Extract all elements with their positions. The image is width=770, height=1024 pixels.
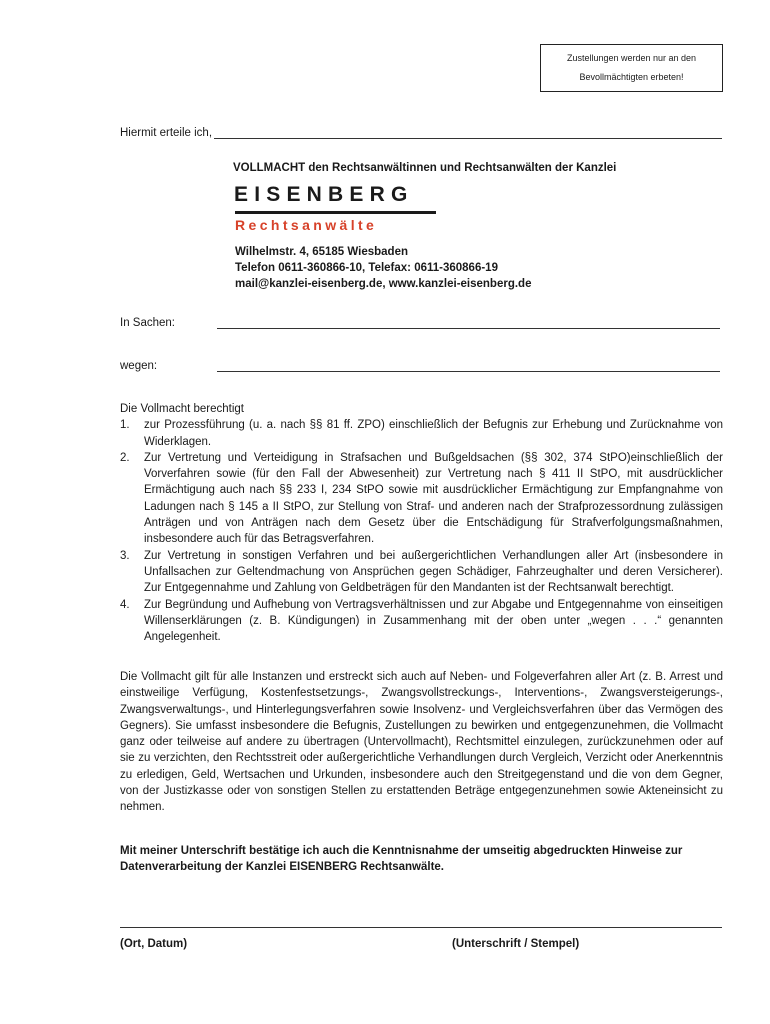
powers-intro: Die Vollmacht berechtigt [120,403,245,415]
place-date-label: (Ort, Datum) [120,938,188,950]
address-phone: Telefon 0611-360866-10, Telefax: 0611-360866-19 [235,262,498,274]
notice-line-2: Bevollmächtigten erbeten! [579,72,684,82]
grant-line [120,126,722,139]
logo-divider [235,211,436,214]
address-street: Wilhelmstr. 4, 65185 Wiesbaden [235,246,409,258]
regarding-label: wegen: [120,360,158,372]
regarding-field[interactable] [217,359,720,372]
matter-field[interactable] [217,316,720,329]
scope-paragraph: Die Vollmacht gilt für alle Instanzen und erstreckt sich auch auf Neben- und Folgeverfahren aller Art (z. B. Arrest und einstweilige Verfügung, Kostenfestsetzungs-, Zwangsvollstreckungs-, Interventions-, Zwangsversteigerungs-, Zwangsverwaltungs-, und Hinterlegungsverfahren sowie Insolvenz- und Vergleichsverfahren über das Vermögen des Gegners). Sie umfasst insbesondere die Befugnis, Zustellungen zu bewirken und entgegenzunehmen, die Vollmacht ganz oder teilweise auf andere zu übertragen (Untervollmacht), Rechtsmittel einzulegen, zurückzunehmen oder auf sie zu verzichten, den Rechtsstreit oder außergerichtliche Verhandlungen durch Vergleich, Verzicht oder Anerkenntnis zu erledigen, Geld, Wertsachen und Urkunden, insbesondere auch den Streitgegenstand und die von dem Gegner, von der Justizkasse oder von sonstigen Stellen zu erstattenden Beträge entgegenzunehmen sowie Akteneinsicht zu nehmen. [120,671,723,814]
notice-line-1: Zustellungen werden nur an den [566,53,697,63]
signature-stamp-label: (Unterschrift / Stempel) [452,938,580,950]
firm-logo-subtitle: Rechtsanwälte [235,217,378,233]
power-of-attorney-heading: VOLLMACHT den Rechtsanwältinnen und Rechtsanwälten der Kanzlei [233,162,617,174]
matter-row [120,316,720,329]
list-item: 4. Zur Begründung und Aufhebung von Vertragsverhältnissen und zur Abgabe und Entgegennahme von einseitigen Willenserklärungen (z. B. Kündigungen) in Zusammenhang mit der oben unter „wegen . . .“ genannten Angelegenheit. [120,598,723,644]
grantor-name-field[interactable] [214,126,722,139]
list-item: 2. Zur Vertretung und Verteidigung in Strafsachen und Bußgeldsachen (§§ 302, 374 StPO)einschließlich der Vorverfahren sowie (für den Fall der Abwesenheit) zur Vertretung nach § 411 II StPO, mit ausdrücklicher Ermächtigung auch nach §§ 233 I, 234 StPO sowie mit ausdrücklicher Ermächtigung zur Empfangnahme von Ladungen nach § 145 a II StPO, zur Stellung von Straf- und anderen nach der Strafprozessordnung zulässigen Anträgen und von Anträgen nach dem Gesetz über die Entschädigung für Strafverfolgungsmaßnahmen, insbesondere auch für das Betragsverfahren. [120,451,723,546]
delivery-notice-box [540,44,723,92]
privacy-note: Mit meiner Unterschrift bestätige ich auch die Kenntnisnahme der umseitig abgedruckten Hinweise zur Datenverarbeitung der Kanzlei EISENBERG Rechtsanwälte. [120,845,683,874]
list-item: 1. zur Prozessführung (u. a. nach §§ 81 ff. ZPO) einschließlich der Befugnis zur Erhebung und Zurücknahme von Widerklagen. [120,419,723,448]
matter-label: In Sachen: [120,317,175,329]
powers-list [120,417,723,645]
address-web: mail@kanzlei-eisenberg.de, www.kanzlei-eisenberg.de [235,278,532,290]
list-item: 3. Zur Vertretung in sonstigen Verfahren und bei außergerichtlichen Verhandlungen aller Art (insbesondere in Unfallsachen zur Geltendmachung von Ansprüchen gegen Schädiger, Fahrzeughalter und deren Versicherer). Zur Entgegennahme und Zahlung von Geldbeträgen für den Mandanten ist der Rechtsanwalt berechtigt. [120,549,723,595]
grant-label: Hiermit erteile ich, [120,127,213,139]
firm-address [235,244,531,292]
powers-section [120,401,723,645]
firm-logo-name: EISENBERG [234,183,414,206]
regarding-row [120,359,720,372]
signature-line[interactable] [120,927,722,928]
